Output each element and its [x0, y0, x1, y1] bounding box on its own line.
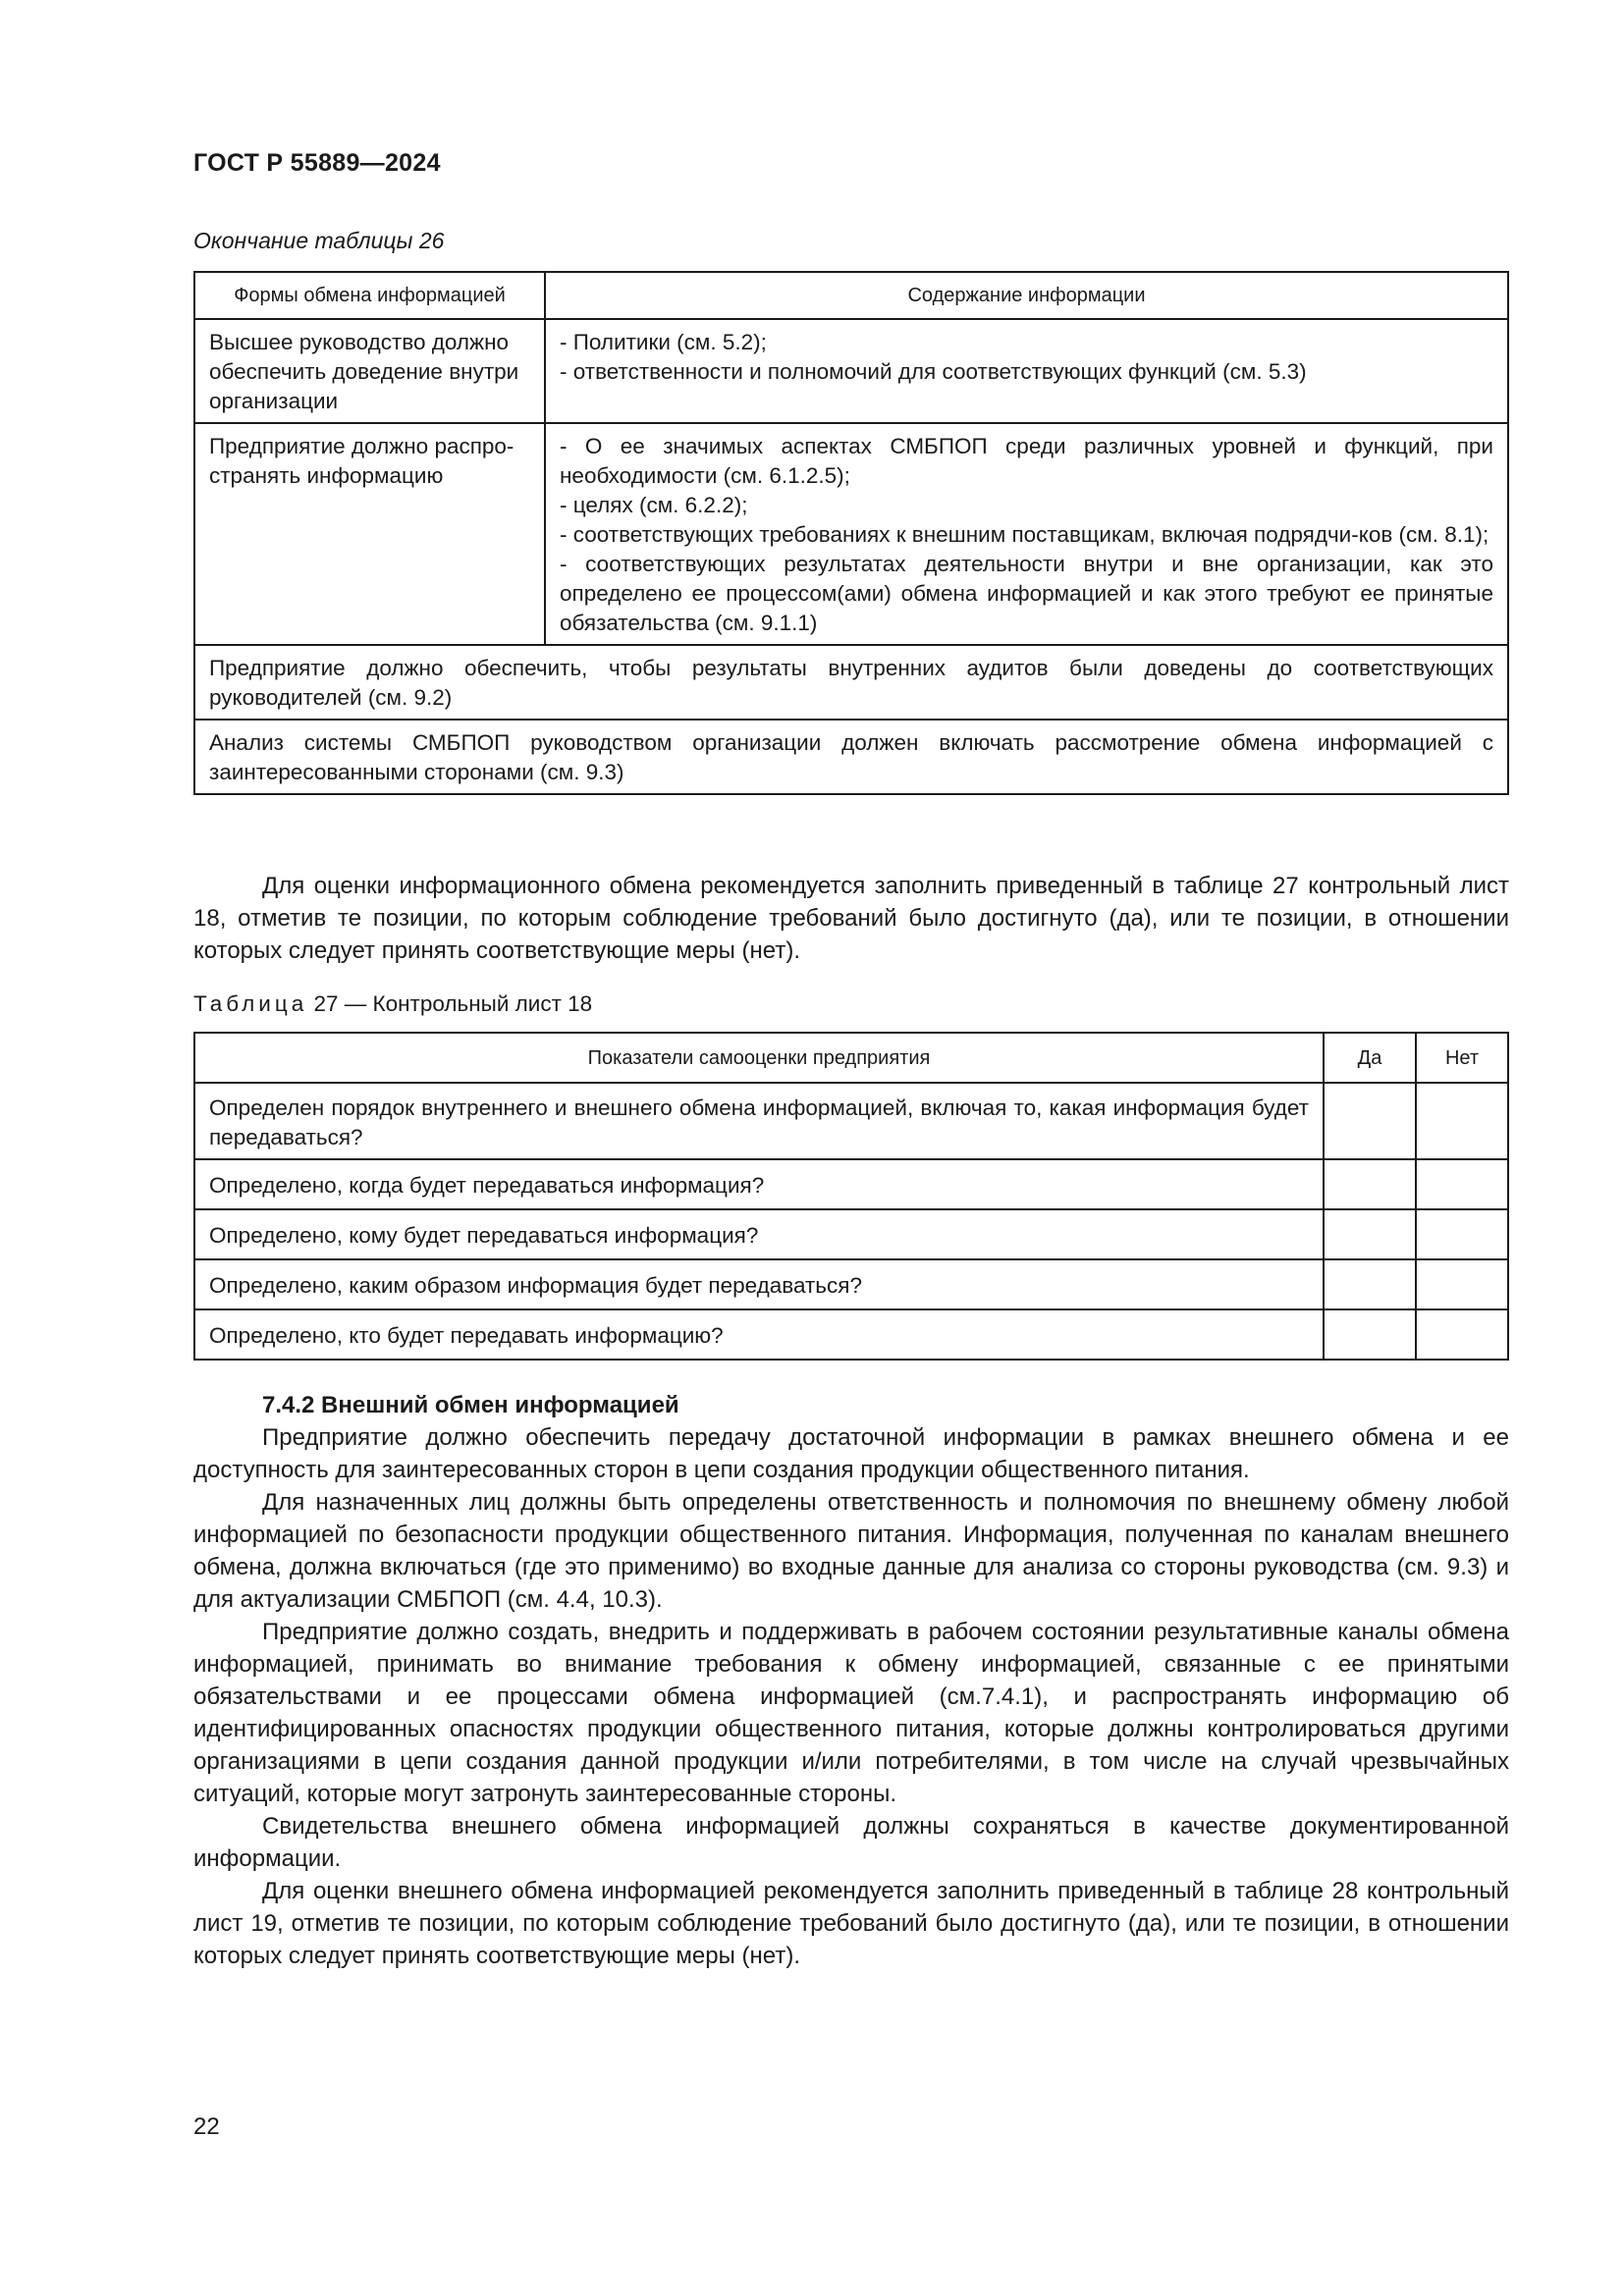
intro-paragraph: Для оценки информационного обмена рекомендуется заполнить приведенный в таблице 27 контрольный лист 18, отметив те позиции, по которым соблюдение требований было достигнуто (да), или те позиции, в отношении которых следует принять соответствующие меры (нет). [193, 873, 1509, 964]
checkbox-no[interactable] [1416, 1259, 1508, 1309]
section-paragraph: Предприятие должно обеспечить передачу достаточной информации в рамках внешнего обмена и ее доступность для заинтересованных сторон в цепи создания продукции общественного питания. [193, 1424, 1509, 1483]
table-row [194, 1083, 1508, 1159]
checkbox-no[interactable] [1416, 1083, 1508, 1159]
checkbox-no[interactable] [1416, 1209, 1508, 1259]
checklist-question: Определено, когда будет передаваться информация? [194, 1159, 1324, 1209]
checkbox-yes[interactable] [1324, 1159, 1416, 1209]
table-row [194, 1259, 1508, 1309]
table-cell-merged: Анализ системы СМБПОП руководством организации должен включать рассмотрение обмена информацией с заинтересованными сторонами (см. 9.3) [194, 720, 1508, 794]
checkbox-yes[interactable] [1324, 1259, 1416, 1309]
section-paragraph: Для назначенных лиц должны быть определены ответственность и полномочия по внешнему обмену любой информацией по безопасности продукции общественного питания. Информация, полученная по каналам внешнего обмена, должна включаться (где это применимо) во входные данные для анализа со стороны руководства (см. 9.3) и для актуализации СМБПОП (см. 4.4, 10.3). [193, 1489, 1509, 1613]
table-27 [193, 1032, 1509, 1361]
table-row [194, 319, 1508, 423]
page-number: 22 [193, 2113, 220, 2140]
table-row [194, 720, 1508, 794]
column-header-yes: Да [1324, 1033, 1416, 1083]
section-7-4-2 [193, 1389, 1509, 1972]
document-id: ГОСТ Р 55889—2024 [193, 149, 441, 177]
table-row [194, 645, 1508, 720]
table-header-row [194, 272, 1508, 319]
list-item: - О ее значимых аспектах СМБПОП среди различных уровней и функций, при необходимости (см. 6.1.2.5); [560, 434, 1493, 488]
table-27-caption-word: Таблица [193, 991, 308, 1016]
section-paragraph: Свидетельства внешнего обмена информацией должны сохраняться в качестве документированной информации. [193, 1813, 1509, 1872]
table-row [194, 1209, 1508, 1259]
table-cell-content [545, 423, 1508, 645]
checklist-question: Определено, каким образом информация будет передаваться? [194, 1259, 1324, 1309]
table-27-caption [193, 991, 592, 1017]
list-item: - ответственности и полномочий для соответствующих функций (см. 5.3) [560, 359, 1307, 384]
table-26-continuation-caption: Окончание таблицы 26 [193, 228, 445, 253]
checklist-question: Определен порядок внутреннего и внешнего обмена информацией, включая то, какая информация будет передаваться? [194, 1083, 1324, 1159]
table-27-caption-text: 27 — Контрольный лист 18 [307, 991, 593, 1016]
checkbox-yes[interactable] [1324, 1309, 1416, 1360]
section-paragraph: Предприятие должно создать, внедрить и поддерживать в рабочем состоянии результативные каналы обмена информацией, принимать во внимание требования к обмену информацией, связанные с ее принятыми обязательствами и ее процессами обмена информацией (см.7.4.1), и распространять информацию об идентифицированных опасностях продукции общественного питания, которые должны контролироваться другими организациями в цепи создания данной продукции и/или потребителями, в том числе на случай чрезвычайных ситуаций, которые могут затронуть заинтересованные стороны. [193, 1619, 1509, 1807]
checkbox-yes[interactable] [1324, 1083, 1416, 1159]
column-header-forms: Формы обмена информацией [194, 272, 545, 319]
column-header-no: Нет [1416, 1033, 1508, 1083]
list-item: - соответствующих требованиях к внешним поставщикам, включая подрядчи-ков (см. 8.1); [560, 522, 1489, 547]
checkbox-no[interactable] [1416, 1309, 1508, 1360]
checkbox-yes[interactable] [1324, 1209, 1416, 1259]
checklist-question: Определено, кому будет передаваться информация? [194, 1209, 1324, 1259]
table-header-row [194, 1033, 1508, 1083]
column-header-content: Содержание информации [545, 272, 1508, 319]
section-paragraph: Для оценки внешнего обмена информацией рекомендуется заполнить приведенный в таблице 28 контрольный лист 19, отметив те позиции, по которым соблюдение требований было достигнуто (да), или те позиции, в отношении которых следует принять соответствующие меры (нет). [193, 1878, 1509, 1969]
list-item: - Политики (см. 5.2); [560, 330, 767, 354]
table-row [194, 1309, 1508, 1360]
table-cell-merged: Предприятие должно обеспечить, чтобы результаты внутренних аудитов были доведены до соответствующих руководителей (см. 9.2) [194, 645, 1508, 720]
intro-paragraph-block [193, 870, 1509, 967]
table-row [194, 423, 1508, 645]
table-cell-form: Высшее руководство должно обеспечить доведение внутри организации [194, 319, 545, 423]
list-item: - целях (см. 6.2.2); [560, 493, 748, 517]
column-header-indicators: Показатели самооценки предприятия [194, 1033, 1324, 1083]
table-cell-content [545, 319, 1508, 423]
checklist-question: Определено, кто будет передавать информацию? [194, 1309, 1324, 1360]
table-row [194, 1159, 1508, 1209]
table-cell-form: Предприятие должно распро-странять информацию [194, 423, 545, 645]
checkbox-no[interactable] [1416, 1159, 1508, 1209]
list-item: - соответствующих результатах деятельности внутри и вне организации, как это определено ее процессом(ами) обмена информацией и как этого требуют ее принятые обязательства (см. 9.1.1) [560, 552, 1493, 635]
section-heading: 7.4.2 Внешний обмен информацией [262, 1392, 679, 1418]
table-26 [193, 271, 1509, 795]
